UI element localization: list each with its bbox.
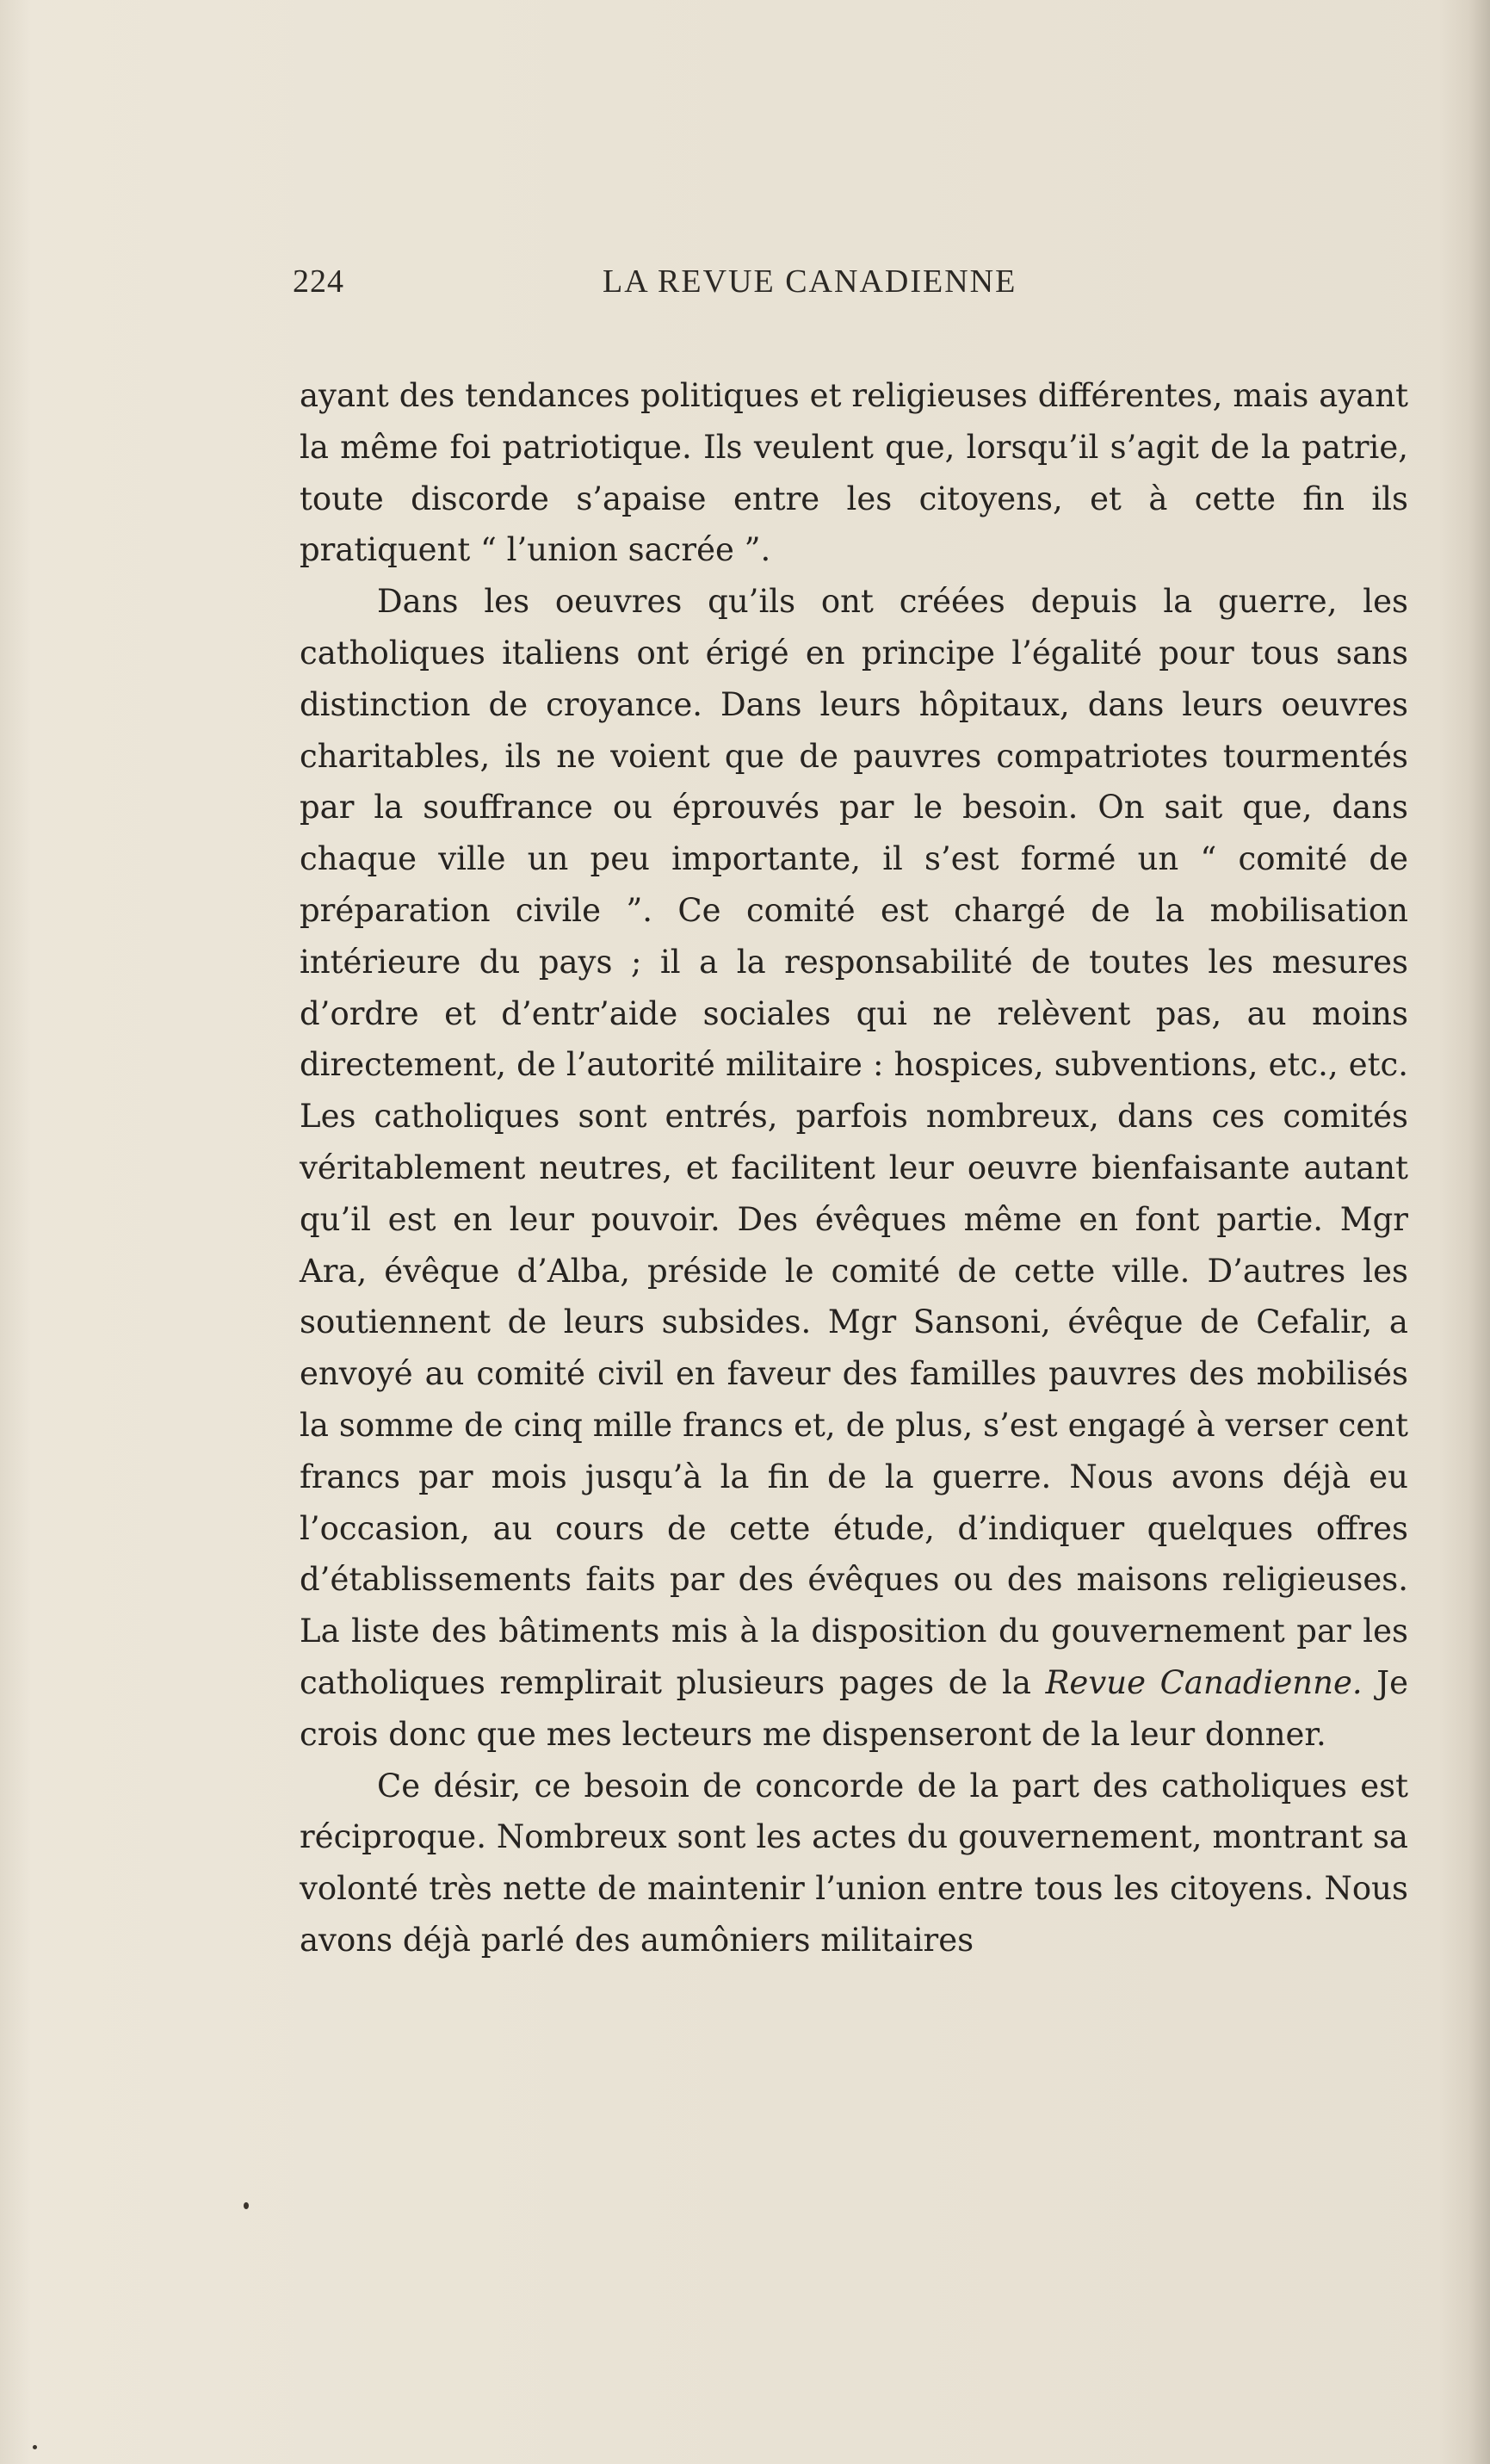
paragraph-2-end: Je crois donc que mes lecteurs me dispenseront de la leur donner. xyxy=(300,1663,1408,1753)
paragraph-2 xyxy=(300,576,1408,1760)
page-number: 224 xyxy=(293,263,344,300)
running-title: LA REVUE CANADIENNE xyxy=(603,263,1017,300)
paragraph-2-text: Dans les oeuvres qu’ils ont créées depuis la guerre, les catholiques italiens ont érigé en principe l’égalité pour tous sans distinction de croyance. Dans leurs hôpitaux, dans leurs oeuvres charitables, ils ne voient que de pauvres compatriotes tourmentés par la souffrance ou éprouvés par le besoin. On sait que, dans chaque ville un peu importante, il s’est formé un “ comité de préparation civile ”. Ce comité est chargé de la mobilisation intérieure du pays ; il a la responsabilité de toutes les mesures d’ordre et d’entr’aide sociales qui ne relèvent pas, au moins directement, de l’autorité militaire : hospices, subventions, etc., etc. Les catholiques sont entrés, parfois nombreux, dans ces comités véritablement neutres, et facilitent leur oeuvre bienfaisante autant qu’il est en leur pouvoir. Des évêques même en font partie. Mgr Ara, évêque d’Alba, préside le comité de cette ville. D’autres les soutiennent de leurs subsides. Mgr Sansoni, évêque de Cefalir, a envoyé au comité civil en faveur des familles pauvres des mobilisés la somme de cinq mille francs et, de plus, s’est engagé à verser cent francs par mois jusqu’à la fin de la guerre. Nous avons déjà eu l’occasion, au cours de cette étude, d’indiquer quelques offres d’établissements faits par des évêques ou des maisons religieuses. La liste des bâtiments mis à la disposition du gouvernement par les catholiques remplirait plusieurs pages de la xyxy=(300,583,1408,1701)
paragraph-3: Ce désir, ce besoin de concorde de la part des catholiques est réciproque. Nombreux sont les actes du gouvernement, montrant sa volonté très nette de maintenir l’union entre tous les citoyens. Nous avons déjà parlé des aumôniers militaires xyxy=(300,1767,1408,1959)
page-left-edge xyxy=(0,0,31,2464)
body-text xyxy=(300,370,1408,1966)
page-header xyxy=(293,263,1093,306)
journal-title-italic: Revue Canadienne. xyxy=(1045,1663,1363,1701)
ink-speck xyxy=(244,2202,249,2209)
binding-shadow xyxy=(1438,0,1490,2464)
ink-speck xyxy=(33,2445,37,2449)
paragraph-1: ayant des tendances politiques et religieuses différentes, mais ayant la même foi patriotique. Ils veulent que, lorsqu’il s’agit de la patrie, toute discorde s’apaise entre les citoyens, et à cette fin ils pratiquent “ l’union sacrée ”. xyxy=(300,377,1408,569)
